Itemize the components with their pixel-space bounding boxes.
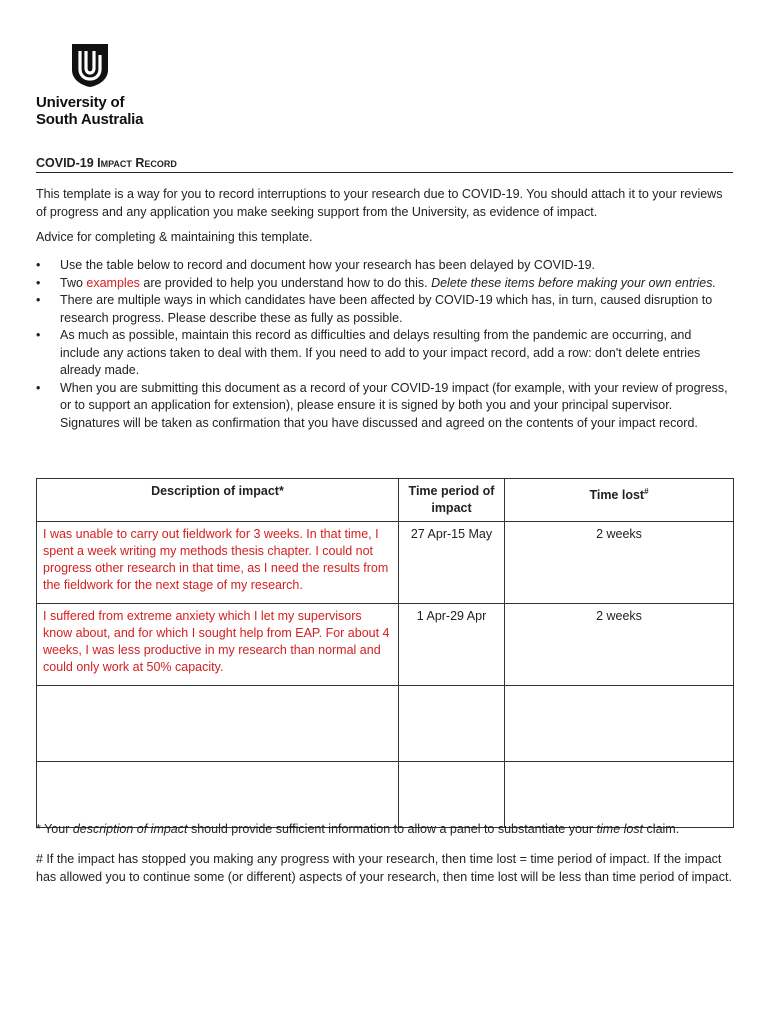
header-lost: Time lost# xyxy=(505,479,734,522)
cell-lost[interactable]: 2 weeks xyxy=(505,604,734,686)
header-description: Description of impact* xyxy=(37,479,399,522)
cell-period[interactable] xyxy=(399,686,505,762)
list-item-text: Use the table below to record and document how your research has been delayed by COVID-19. xyxy=(60,258,596,272)
cell-lost[interactable] xyxy=(505,762,734,828)
bullet-icon: • xyxy=(36,293,41,307)
advice-heading: Advice for completing & maintaining this template. xyxy=(36,230,313,244)
cell-description[interactable]: I suffered from extreme anxiety which I let my supervisors know about, and for which I sought help from EAP. For about 4 weeks, I was less productive in my research than normal and could only work at 50% capacity. xyxy=(37,604,399,686)
page-title: COVID-19 Impact Record xyxy=(36,156,733,173)
list-item-text: Two xyxy=(60,275,87,290)
shield-icon xyxy=(70,42,110,88)
footnote-time-lost: # If the impact has stopped you making any progress with your research, then time lost = time period of impact. If the impact has allowed you to continue some (or different) aspects of your research, then time lost will be less than time period of impact. xyxy=(36,852,732,884)
bullet-icon: • xyxy=(36,275,41,290)
list-item xyxy=(36,327,733,380)
university-name-line2: South Australia xyxy=(36,111,144,128)
cell-description[interactable] xyxy=(37,686,399,762)
impact-table xyxy=(36,478,734,828)
university-logo xyxy=(36,42,156,128)
footnote-description: * Your description of impact should provide sufficient information to allow a panel to substantiate your time lost claim. xyxy=(36,822,680,836)
list-item xyxy=(36,380,733,433)
bullet-icon: • xyxy=(36,380,41,395)
table-row xyxy=(37,604,734,686)
header-period: Time period of impact xyxy=(399,479,505,522)
cell-period[interactable]: 27 Apr-15 May xyxy=(399,522,505,604)
table-header-row xyxy=(37,479,734,522)
cell-description[interactable] xyxy=(37,762,399,828)
list-item-text: There are multiple ways in which candidates have been affected by COVID-19 which has, in turn, caused disruption to research progress. Please describe these as fully as possible. xyxy=(60,293,713,325)
list-item-text: As much as possible, maintain this record as difficulties and delays resulting from the pandemic are occurring, and include any actions taken to deal with them. If you need to add to your impact record, add a row: don't delete entries already made. xyxy=(60,328,701,377)
table-row xyxy=(37,686,734,762)
table-row xyxy=(37,762,734,828)
cell-description[interactable]: I was unable to carry out fieldwork for 3 weeks. In that time, I spent a week writing my methods thesis chapter. I could not progress other research in that time, as I need the results from the fieldwork for the next stage of my research. xyxy=(37,522,399,604)
list-item-text: are provided to help you understand how to do this. xyxy=(139,275,432,290)
list-item xyxy=(36,257,733,275)
examples-link: examples xyxy=(86,275,140,290)
cell-lost[interactable]: 2 weeks xyxy=(505,522,734,604)
cell-lost[interactable] xyxy=(505,686,734,762)
cell-period[interactable] xyxy=(399,762,505,828)
table-row xyxy=(37,522,734,604)
list-item-text: When you are submitting this document as a record of your COVID-19 impact (for example, with your review of progress, or to support an application for extension), please ensure it is signed by both you and your principal supervisor. Signatures will be taken as confirmation that you have discussed and agreed on the contents of your impact record. xyxy=(60,380,728,430)
university-name xyxy=(36,94,156,128)
bullet-icon: • xyxy=(36,258,41,272)
university-name-line1: University of xyxy=(36,94,125,111)
list-item xyxy=(36,292,733,327)
cell-period[interactable]: 1 Apr-29 Apr xyxy=(399,604,505,686)
bullet-icon: • xyxy=(36,328,41,342)
intro-paragraph: This template is a way for you to record interruptions to your research due to COVID-19. You should attach it to your reviews of progress and any application you make seeking support from the University, as evidence of impact. xyxy=(36,187,723,219)
list-item xyxy=(36,275,733,293)
advice-list xyxy=(36,257,733,432)
delete-instruction: Delete these items before making your own entries. xyxy=(431,275,716,290)
